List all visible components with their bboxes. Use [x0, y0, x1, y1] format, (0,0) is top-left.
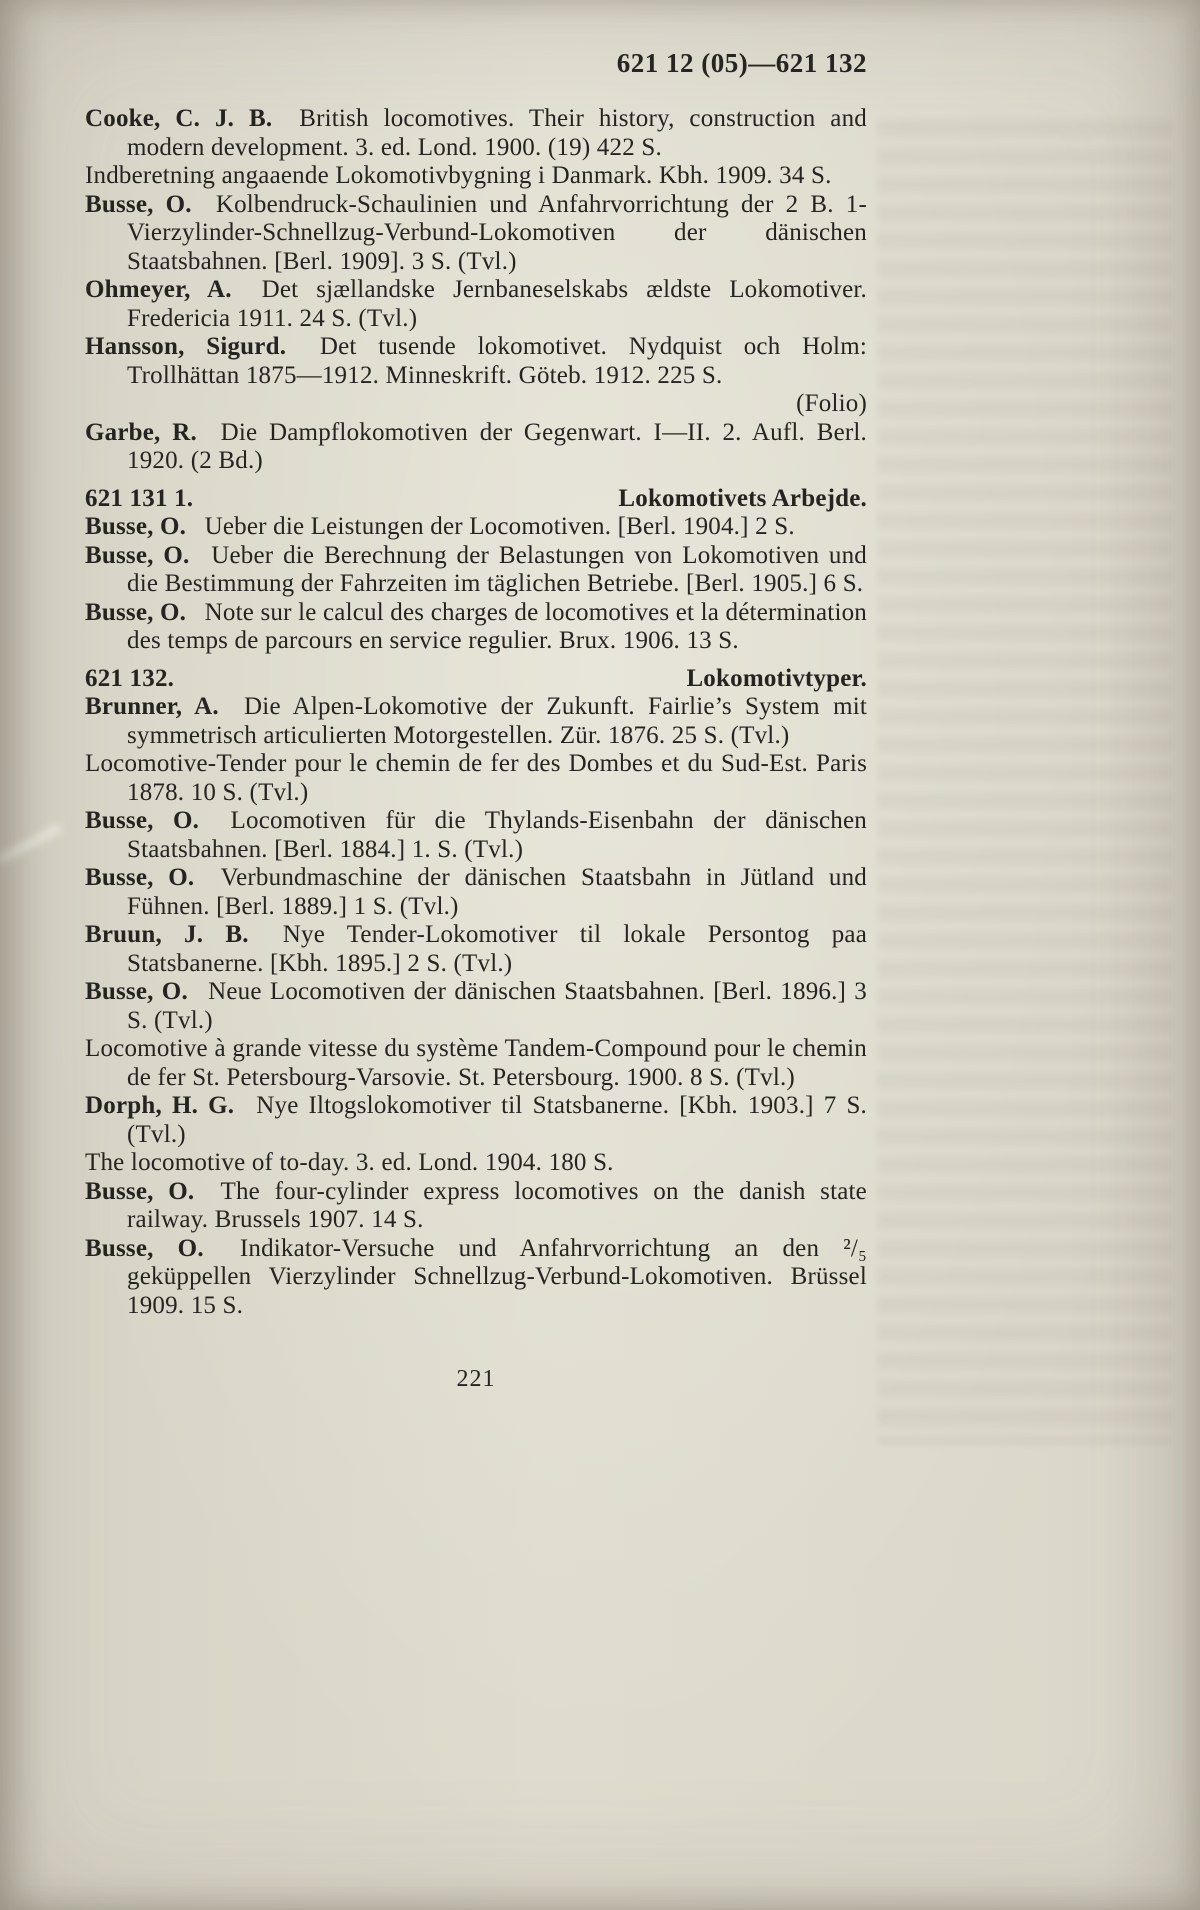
section-number: 621 132. [85, 664, 175, 692]
bibliography-entry: Busse, O. Indikator-Versuche und Anfahrvorrichtung an den ²/₅ geküppellen Vierzylinder Schnellzug-Verbund-Lokomotiven. Brüssel 1909. 15 S. [85, 1234, 867, 1319]
entry-author: Busse, O. [85, 190, 192, 218]
entry-author: Busse, O. [85, 807, 200, 834]
bibliography-entry: Hansson, Sigurd. Det tusende lokomotivet. Nydquist och Holm: Trollhättan 1875—1912. Minneskrift. Göteb. 1912. 225 S. [85, 333, 867, 389]
bibliography-entry: The locomotive of to-day. 3. ed. Lond. 1904. 180 S. [85, 1149, 614, 1176]
entry-author: Dorph, H. G. [85, 1092, 235, 1119]
entry-author: Busse, O. [85, 864, 195, 891]
bibliography-entry: Garbe, R. Die Dampflokomotiven der Gegenwart. I—II. 2. Aufl. Berl. 1920. (2 Bd.) [85, 418, 867, 474]
entry-author: Busse, O. [85, 1177, 195, 1205]
entry-author: Brunner, A. [85, 693, 219, 720]
bibliography-entry: Busse, O. Verbundmaschine der dänischen Staatsbahn in Jütland und Fühnen. [Berl. 1889.] 1 S. (Tvl.) [85, 864, 867, 920]
entry-author: Garbe, R. [85, 418, 197, 446]
bibliography-entry: Busse, O. The four-cylinder express locomotives on the danish state railway. Brussels 1907. 14 S. [85, 1177, 867, 1233]
section-number: 621 131 1. [85, 484, 194, 512]
entry-author: Busse, O. [85, 598, 187, 626]
bibliography-entry: Busse, O. Kolbendruck-Schaulinien und Anfahrvorrichtung der 2 B. 1-Vierzylinder-Schnellzug-Verbund-Lokomotiven der dänischen Staatsbahnen. [Berl. 1909]. 3 S. (Tvl.) [85, 190, 867, 275]
bibliography-entry: Locomotive-Tender pour le chemin de fer des Dombes et du Sud-Est. Paris 1878. 10 S. (Tvl.) [85, 750, 867, 806]
paper-crease [0, 824, 62, 864]
classmark-header: 621 12 (05)—621 132 [616, 48, 867, 78]
entry-author: Busse, O. [85, 541, 190, 569]
bibliography-entry: Ohmeyer, A. Det sjællandske Jernbaneselskabs ældste Lokomotiver. Fredericia 1911. 24 S. (Tvl.) [85, 276, 867, 332]
bibliography-entry: Cooke, C. J. B. British locomotives. Their history, construction and modern development. 3. ed. Lond. 1900. (19) 422 S. [85, 105, 867, 161]
bibliography-entry: Busse, O. Locomotiven für die Thylands-Eisenbahn der dänischen Staatsbahnen. [Berl. 1884.] 1. S. (Tvl.) [85, 807, 867, 863]
entry-author: Busse, O. [85, 513, 187, 540]
entry-author: Hansson, Sigurd. [85, 333, 287, 360]
bibliography-entry: Busse, O. Ueber die Berechnung der Belastungen von Lokomotiven und die Bestimmung der Fahrzeiten im täglichen Betriebe. [Berl. 1905.] 6 S. [85, 541, 868, 597]
entry-author: Busse, O. [85, 978, 188, 1005]
bibliography-entry: Dorph, H. G. Nye Iltogslokomotiver til Statsbanerne. [Kbh. 1903.] 7 S. (Tvl.) [85, 1092, 867, 1148]
bibliography-entry: Busse, O. Ueber die Leistungen der Locomotiven. [Berl. 1904.] 2 S. [85, 513, 795, 540]
bibliography-entry: Bruun, J. B. Nye Tender-Lokomotiver til lokale Persontog paa Statsbanerne. [Kbh. 1895.] 2 S. (Tvl.) [85, 921, 867, 977]
section-heading [85, 485, 867, 514]
section-heading [85, 665, 867, 694]
page-content [85, 48, 867, 1393]
bibliography-entry: Indberetning angaaende Lokomotivbygning i Danmark. Kbh. 1909. 34 S. [85, 162, 832, 189]
section-title: Lokomotivets Arbejde. [618, 484, 867, 512]
entry-right-note: (Folio) [796, 390, 867, 417]
bibliography-entry: Busse, O. Note sur le calcul des charges de locomotives et la détermination des temps de parcours en service regulier. Brux. 1906. 13 S. [85, 598, 867, 654]
entry-author: Ohmeyer, A. [85, 276, 232, 303]
entry-author: Cooke, C. J. B. [85, 105, 273, 132]
bibliography-list [85, 105, 867, 1320]
entry-author: Bruun, J. B. [85, 921, 249, 948]
bibliography-entry: Brunner, A. Die Alpen-Lokomotive der Zukunft. Fairlie’s System mit symmetrisch articulierten Motorgestellen. Zür. 1876. 25 S. (Tvl.) [85, 693, 868, 749]
section-title: Lokomotivtyper. [686, 664, 867, 692]
bibliography-entry: Busse, O. Neue Locomotiven der dänischen Staatsbahnen. [Berl. 1896.] 3 S. (Tvl.) [85, 978, 867, 1034]
page-number: 221 [456, 1366, 496, 1392]
entry-author: Busse, O. [85, 1234, 204, 1262]
bibliography-entry: Locomotive à grande vitesse du système Tandem-Compound pour le chemin de fer St. Petersbourg-Varsovie. St. Petersbourg. 1900. 8 S. (Tvl.) [85, 1035, 867, 1091]
bleed-through-artifact [877, 115, 1172, 1445]
